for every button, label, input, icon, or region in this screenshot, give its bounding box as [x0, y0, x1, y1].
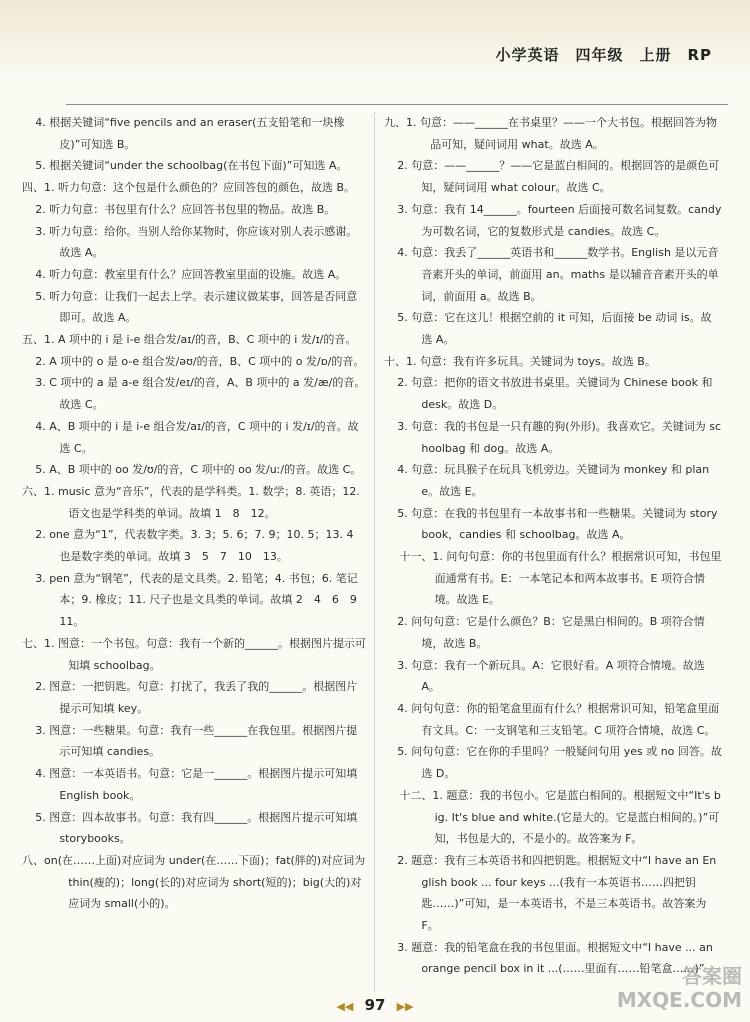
answer-item: 十、1. 句意：我有许多玩具。关键词为 toys。故选 B。: [384, 354, 656, 368]
answer-item: 十一、1. 问句句意：你的书包里面有什么？根据常识可知，书包里面通常有书。E：一本笔记本和两本故事书。E 项符合情境。故选 E。: [399, 550, 722, 607]
answer-item: 七、1. 图意：一个书包。句意：我有一个新的______。根据图片提示可知填 schoolbag。: [22, 636, 366, 672]
answer-item: 5. 句意：在我的书包里有一本故事书和一些糖果。关键词为 storybook，candies 和 schoolbag。故选 A。: [397, 506, 718, 542]
answer-item: 九、1. 句意：——______在书桌里？——一个大书包。根据回答为物品可知，疑问词用 what。故选 A。: [384, 116, 717, 151]
answer-item: 3. 听力句意：给你。当别人给你某物时，你应该对别人表示感谢。故选 A。: [35, 224, 358, 260]
site-watermark: [602, 964, 742, 1016]
answer-item: 2. 听力句意：书包里有什么？应回答书包里的物品。故选 B。: [35, 202, 336, 216]
answer-item: 5. A、B 项中的 oo 发/ʊ/的音，C 项中的 oo 发/uː/的音。故选 C。: [35, 463, 362, 477]
prev-arrow-icon: ◀◀: [336, 1000, 354, 1013]
answer-item: 5. 根据关键词“under the schoolbag(在书包下面)”可知选 A。: [35, 159, 348, 173]
answer-item: 3. 句意：我的书包是一只有趣的狗(外形)。我喜欢它。关键词为 schoolbag 和 dog。故选 A。: [397, 419, 722, 455]
answer-item: 五、1. A 项中的 i 是 i-e 组合发/aɪ/的音，B、C 项中的 i 发/ɪ/的音。: [22, 333, 357, 347]
answer-item: 2. 题意：我有三本英语书和四把钥匙。根据短文中“I have an English book ... four keys ...(我有一本英语书……四把钥匙……)”可知，是一本英语书，不是三本英语书。故答案为 F。: [397, 853, 717, 933]
answer-item: 六、1. music 意为“音乐”，代表的是学科类。1. 数学；8. 英语；12. 语文也是学科类的单词。故填 1 8 12。: [22, 484, 364, 520]
answer-item: 2. 问句句意：它是什么颜色？B：它是黑白相间的。B 项符合情境，故选 B。: [397, 615, 705, 650]
answer-item: 十二、1. 题意：我的书包小。它是蓝白相间的。根据短文中“It's big. It's blue and white.(它是大的。它是蓝白相间的。)”可知，书包是大的，不是小的。故答案为 F。: [399, 788, 721, 846]
answer-item: 2. one 意为“1”，代表数字类。3. 3；5. 6；7. 9；10. 5；13. 4 也是数字类的单词。故填 3 5 7 10 13。: [35, 528, 358, 564]
page-header-title: 小学英语 四年级 上册 RP: [495, 46, 712, 64]
answer-item: 4. 句意：我丢了______英语书和______数学书。English 是以元音音素开头的单词，前面用 an。maths 是以辅音音素开头的单词，前面用 a。故选 B。: [397, 246, 719, 303]
answer-item: 3. C 项中的 a 是 a-e 组合发/eɪ/的音，A、B 项中的 a 发/æ/的音。故选 C。: [35, 376, 366, 412]
answer-item: 3. pen 意为“钢笔”，代表的是文具类。2. 铅笔；4. 书包；6. 笔记本；9. 橡皮；11. 尺子也是文具类的单词。故填 2 4 6 9 11。: [35, 571, 368, 629]
answer-item: 3. 题意：我的铅笔盒在我的书包里面。根据短文中“I have ... an orange pencil box in it ...(……里面有……铅笔盒……)”: [397, 940, 717, 976]
answer-item: 4. A、B 项中的 i 是 i-e 组合发/aɪ/的音，C 项中的 i 发/ɪ/的音。故选 C。: [35, 419, 359, 455]
answer-item: 四、1. 听力句意：这个包是什么颜色的？应回答包的颜色，故选 B。: [22, 181, 356, 195]
column-divider: [374, 112, 375, 992]
header-rule: [66, 104, 728, 105]
answer-item: 4. 图意：一本英语书。句意：它是一______。根据图片提示可知填 English book。: [35, 767, 361, 802]
answer-item: 5. 图意：四本故事书。句意：我有四______。根据图片提示可知填 storybooks。: [35, 810, 361, 846]
answer-item: 4. 问句句意：你的铅笔盒里面有什么？根据常识可知，铅笔盒里面有文具。C：一支钢笔和三支铅笔。C 项符合情境，故选 C。: [397, 701, 720, 737]
answer-item: 3. 句意：我有一个新玩具。A：它很好看。A 项符合情境。故选 A。: [397, 658, 709, 694]
left-answer-column: [22, 112, 369, 915]
answer-item: 2. 句意：把你的语文书放进书桌里。关键词为 Chinese book 和 desk。故选 D。: [397, 376, 716, 412]
page-number: 97: [364, 996, 386, 1014]
answer-item: 2. A 项中的 o 是 o-e 组合发/əʊ/的音，B、C 项中的 o 发/ɒ/的音。: [35, 354, 365, 368]
answer-item: 4. 根据关键词“five pencils and an eraser(五支铅笔和一块橡皮)”可知选 B。: [35, 116, 345, 151]
right-answer-column: [384, 112, 725, 980]
answer-item: 5. 听力句意：让我们一起去上学。表示建议做某事，回答是否同意即可。故选 A。: [35, 289, 358, 325]
answer-item: 3. 句意：我有 14______。fourteen 后面接可数名词复数。candy 为可数名词，它的复数形式是 candies。故选 C。: [397, 202, 725, 238]
answer-item: 4. 听力句意：教室里有什么？应回答教室里面的设施。故选 A。: [35, 267, 347, 281]
answer-item: 5. 问句句意：它在你的手里吗？一般疑问句用 yes 或 no 回答。故选 D。: [397, 745, 722, 781]
next-arrow-icon: ▶▶: [396, 1000, 414, 1013]
answer-item: 2. 图意：一把钥匙。句意：打扰了，我丢了我的______。根据图片提示可知填 key。: [35, 680, 358, 715]
answer-item: 2. 句意：——______？——它是蓝白相间的。根据回答的是颜色可知，疑问词用 what colour。故选 C。: [397, 159, 720, 195]
answer-item: 八、on(在……上面)对应词为 under(在……下面)；fat(胖的)对应词为 thin(瘦的)；long(长的)对应词为 short(短的)；big(大的)对应词为 small(小的)。: [22, 853, 369, 911]
answer-item: 4. 句意：玩具猴子在玩具飞机旁边。关键词为 monkey 和 plane。故选 E。: [397, 463, 710, 498]
answer-item: 3. 图意：一些糖果。句意：我有一些______在我包里。根据图片提示可知填 candies。: [35, 723, 358, 759]
header-band: [0, 0, 750, 80]
watermark-url: MXQE.COM: [616, 988, 742, 1012]
answer-item: 5. 句意：它在这儿！根据空前的 it 可知，后面接 be 动词 is。故选 A。: [397, 311, 712, 347]
watermark-logo-text: 答案圈: [682, 964, 742, 988]
